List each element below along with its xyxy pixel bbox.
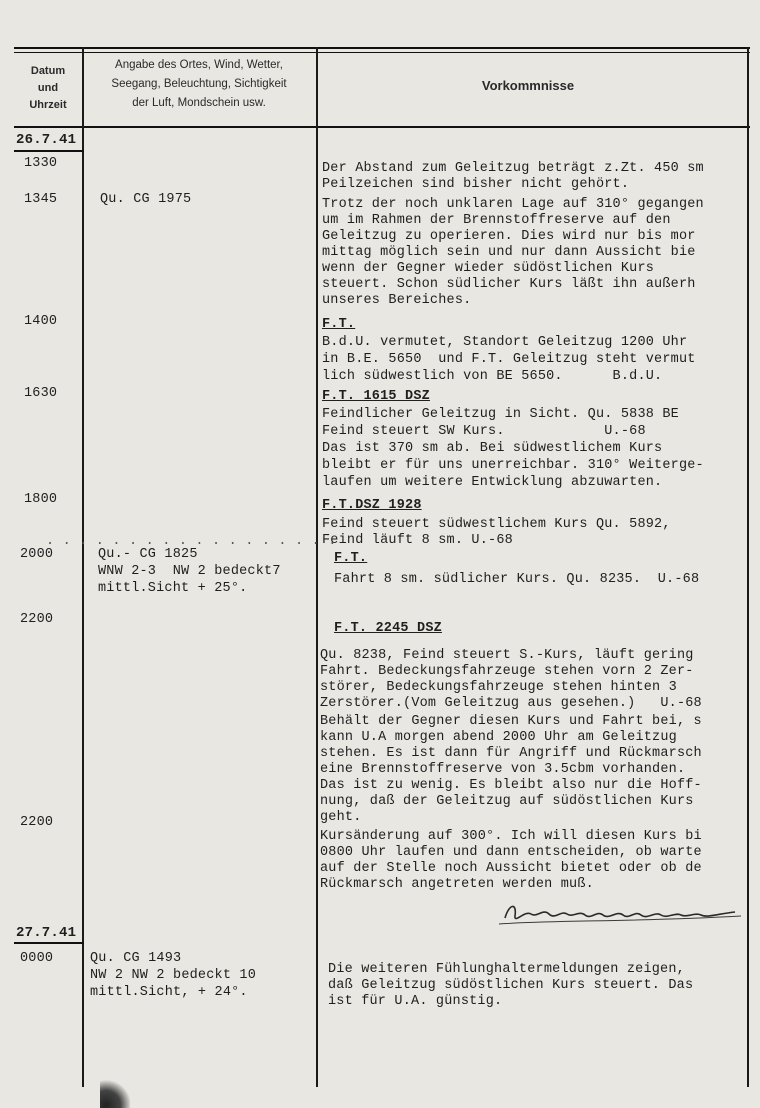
signature xyxy=(495,896,745,930)
event-line: ist für U.A. günstig. xyxy=(328,994,503,1009)
event-line: Trotz der noch unklaren Lage auf 310° gegangen xyxy=(322,197,704,212)
event-line: lich südwestlich von BE 5650. B.d.U. xyxy=(322,369,663,384)
event-line: Fahrt. Bedeckungsfahrzeuge stehen vorn 2 Zer- xyxy=(320,664,694,679)
place-line: mittl.Sicht, + 24°. xyxy=(90,985,248,1000)
event-line: B.d.U. vermutet, Standort Geleitzug 1200 Uhr xyxy=(322,335,688,350)
top-rule-thin xyxy=(14,52,750,53)
entry-time: 0000 xyxy=(20,951,54,966)
event-line: Die weiteren Fühlunghaltermeldungen zeigen, xyxy=(328,962,685,977)
header-date-line: Uhrzeit xyxy=(29,99,67,111)
entry-time: 1800 xyxy=(24,492,58,507)
event-line: mittag möglich sein und nur dann Aussicht bie xyxy=(322,245,696,260)
event-line: Feind läuft 8 sm. U.-68 xyxy=(322,533,513,548)
header-place-line: der Luft, Mondschein usw. xyxy=(132,97,266,109)
column-divider-date xyxy=(82,47,84,1087)
event-line: störer, Bedeckungsfahrzeuge stehen hinten 3 xyxy=(320,680,677,695)
top-rule xyxy=(14,47,750,49)
entry-time: 1330 xyxy=(24,156,58,171)
header-place-line: Seegang, Beleuchtung, Sichtigkeit xyxy=(111,78,287,90)
dotted-separator: . . . . . . . . . . . . . . . . . . xyxy=(46,534,337,549)
date-label: 27.7.41 xyxy=(16,925,77,941)
header-date-line: und xyxy=(37,82,59,94)
event-line: Rückmarsch angetreten werden muß. xyxy=(320,877,594,892)
event-heading: F.T. 2245 DSZ xyxy=(334,621,442,636)
entry-time: 1630 xyxy=(24,386,58,401)
place-line: NW 2 NW 2 bedeckt 10 xyxy=(90,968,257,983)
event-line: Der Abstand zum Geleitzug beträgt z.Zt. 450 sm xyxy=(322,161,704,176)
event-line: Geleitzug zu operieren. Dies wird nur bis mor xyxy=(322,229,696,244)
event-line: um im Rahmen der Brennstoffreserve auf den xyxy=(322,213,671,228)
header-bottom-rule xyxy=(14,126,750,128)
event-line: nung, daß der Geleitzug auf südöstlichen Kurs xyxy=(320,794,694,809)
event-line: auf der Stelle noch Aussicht bietet oder ob de xyxy=(320,861,702,876)
event-heading: F.T. xyxy=(334,551,368,566)
event-line: Peilzeichen sind bisher nicht gehört. xyxy=(322,177,630,192)
header-events-column: Vorkommnisse xyxy=(481,78,575,93)
place-line: Qu. CG 1975 xyxy=(100,192,192,207)
event-line: geht. xyxy=(320,810,362,825)
column-divider-place xyxy=(316,47,318,1087)
header-date-column xyxy=(15,63,81,114)
date-underline xyxy=(14,150,84,152)
header-place-column xyxy=(84,56,314,113)
event-line: laufen um weitere Entwicklung abzuwarten. xyxy=(322,475,663,490)
event-line: Kursänderung auf 300°. Ich will diesen Kurs bi xyxy=(320,829,702,844)
event-line: bleibt er für uns unerreichbar. 310° Weiterge- xyxy=(322,458,704,473)
event-line: Feind steuert südwestlichem Kurs Qu. 5892, xyxy=(322,517,671,532)
entry-time: 2200 xyxy=(20,815,54,830)
event-line: Das ist 370 sm ab. Bei südwestlichem Kurs xyxy=(322,441,663,456)
place-line: Qu. CG 1493 xyxy=(90,951,182,966)
entry-time: 1345 xyxy=(24,192,58,207)
event-line: unseres Bereiches. xyxy=(322,293,472,308)
entry-time: 1400 xyxy=(24,314,58,329)
event-heading: F.T. xyxy=(322,317,356,332)
event-line: 0800 Uhr laufen und dann entscheiden, ob warte xyxy=(320,845,702,860)
date-label: 26.7.41 xyxy=(16,132,77,148)
event-line: Feindlicher Geleitzug in Sicht. Qu. 5838 BE xyxy=(322,407,679,422)
event-line: wenn der Gegner wieder südöstlichen Kurs xyxy=(322,261,655,276)
event-line: Behält der Gegner diesen Kurs und Fahrt bei, s xyxy=(320,714,702,729)
event-heading: F.T. 1615 DSZ xyxy=(322,389,430,404)
event-line: eine Brennstoffreserve von 3.5cbm vorhanden. xyxy=(320,762,686,777)
event-line: steuert. Schon südlicher Kurs läßt ihn außerh xyxy=(322,277,696,292)
event-line: Zerstörer.(Vom Geleitzug aus gesehen.) U.-68 xyxy=(320,696,702,711)
header-place-line: Angabe des Ortes, Wind, Wetter, xyxy=(115,59,283,71)
entry-time: 2200 xyxy=(20,612,54,627)
event-heading: F.T.DSZ 1928 xyxy=(322,498,422,513)
header-date-line: Datum xyxy=(30,65,66,77)
right-edge-rule xyxy=(747,47,749,1087)
place-line: WNW 2-3 NW 2 bedeckt7 xyxy=(98,564,281,579)
event-line: Fahrt 8 sm. südlicher Kurs. Qu. 8235. U.-68 xyxy=(334,572,700,587)
event-line: Das ist zu wenig. Es bleibt also nur die Hoff- xyxy=(320,778,702,793)
event-line: daß Geleitzug südöstlichen Kurs steuert. Das xyxy=(328,978,694,993)
entry-time: 2000 xyxy=(20,547,54,562)
event-line: kann U.A morgen abend 2000 Uhr am Geleitzug xyxy=(320,730,677,745)
place-line: Qu.- CG 1825 xyxy=(98,547,198,562)
event-line: Feind steuert SW Kurs. U.-68 xyxy=(322,424,646,439)
binder-ring-shadow xyxy=(100,1078,130,1108)
event-line: in B.E. 5650 und F.T. Geleitzug steht vermut xyxy=(322,352,696,367)
event-line: stehen. Es ist dann für Angriff und Rückmarsch xyxy=(320,746,702,761)
date-underline xyxy=(14,942,84,944)
place-line: mittl.Sicht + 25°. xyxy=(98,581,248,596)
event-line: Qu. 8238, Feind steuert S.-Kurs, läuft gering xyxy=(320,648,694,663)
